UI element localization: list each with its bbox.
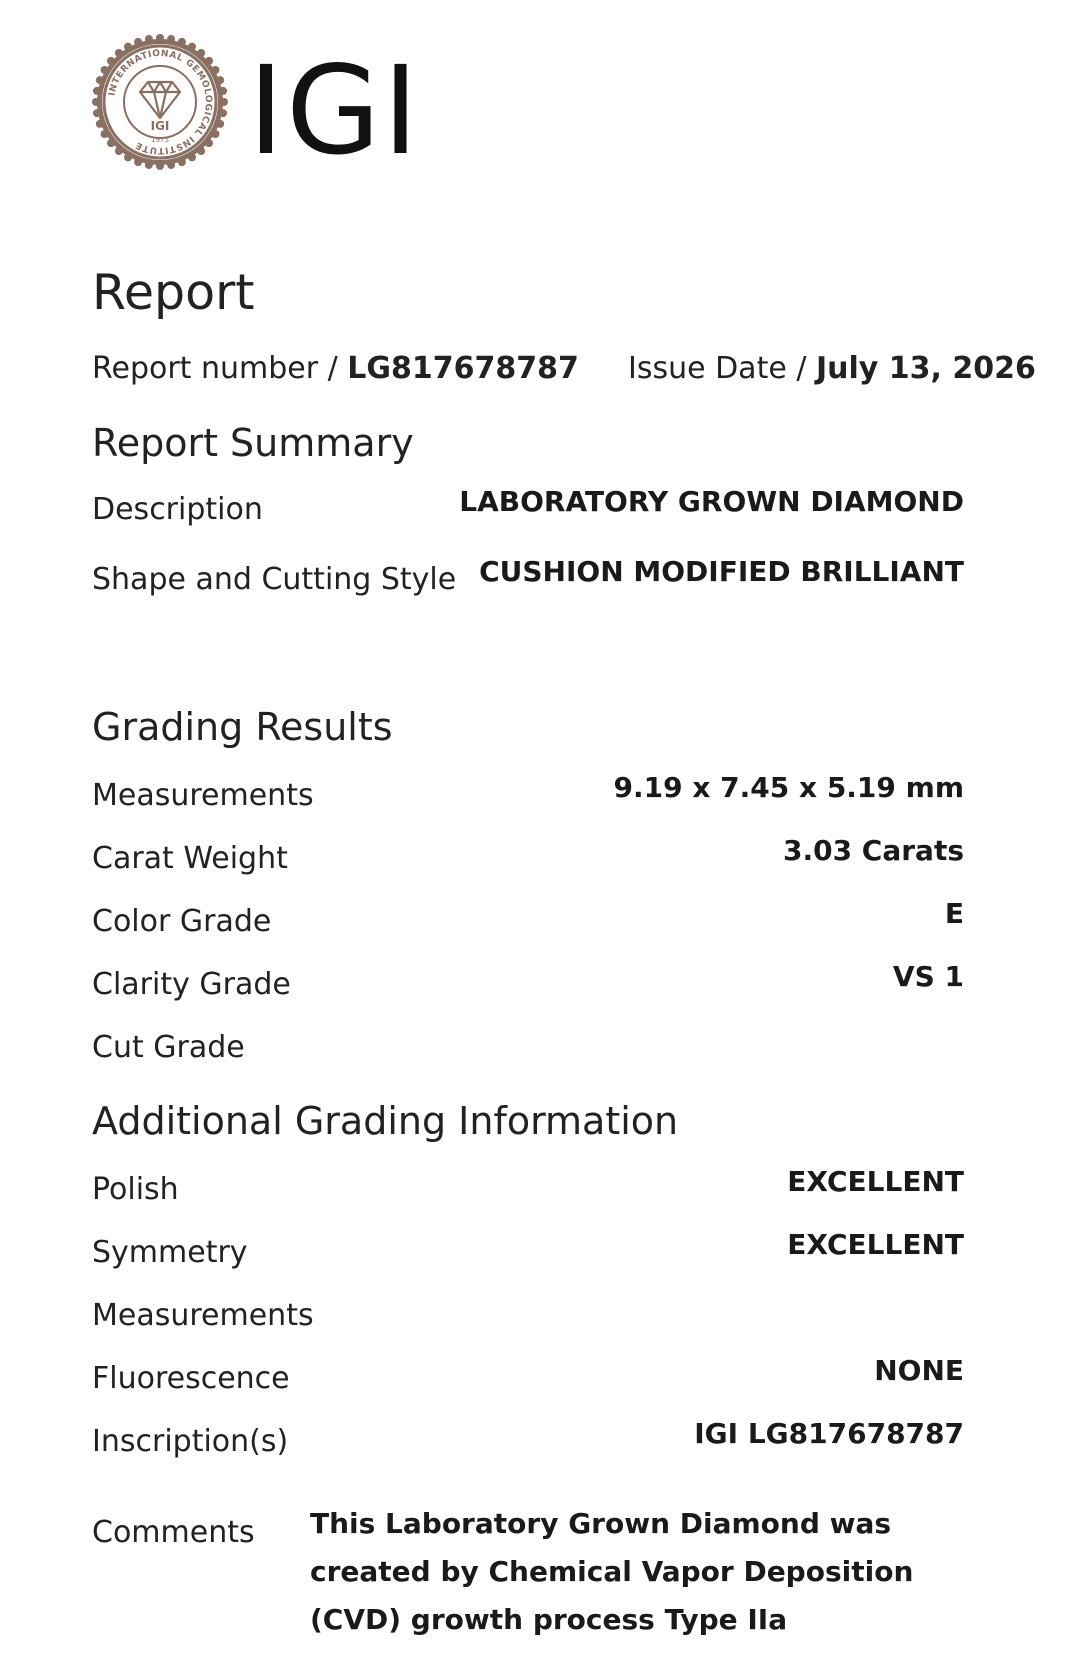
issue-date-label: Issue Date / xyxy=(627,351,807,386)
additional-row-polish xyxy=(92,1165,964,1210)
row-label: Measurements xyxy=(92,1298,314,1333)
row-label: Inscription(s) xyxy=(92,1424,289,1459)
grading-row-clarity xyxy=(92,960,964,1005)
row-label: Shape and Cutting Style xyxy=(92,562,457,597)
row-label: Symmetry xyxy=(92,1235,248,1270)
additional-row-fluorescence xyxy=(92,1354,964,1399)
igi-wordmark: IGI xyxy=(248,40,421,182)
report-number-value: LG817678787 xyxy=(347,351,579,386)
grading-row-measurements xyxy=(92,771,964,816)
svg-text:1975: 1975 xyxy=(151,136,169,144)
additional-row-inscriptions xyxy=(92,1417,964,1462)
row-value: 3.03 Carats xyxy=(782,834,964,867)
row-label: Cut Grade xyxy=(92,1030,245,1065)
row-value: 9.19 x 7.45 x 5.19 mm xyxy=(613,771,964,804)
row-label: Measurements xyxy=(92,778,314,813)
issue-date-value: July 13, 2026 xyxy=(815,351,1036,386)
svg-text:INTERNATIONAL GEMOLOGICAL INST: INTERNATIONAL GEMOLOGICAL INSTITUTE xyxy=(107,48,214,156)
page-title: Report xyxy=(92,264,255,321)
grading-results-heading: Grading Results xyxy=(92,705,393,749)
igi-seal-icon xyxy=(92,34,228,170)
row-value: EXCELLENT xyxy=(787,1165,964,1198)
row-value: CUSHION MODIFIED BRILLIANT xyxy=(479,555,964,588)
grading-row-carat xyxy=(92,834,964,879)
summary-row-description xyxy=(92,485,964,530)
row-value: IGI LG817678787 xyxy=(694,1417,964,1450)
row-label: Polish xyxy=(92,1172,179,1207)
additional-row-symmetry xyxy=(92,1228,964,1273)
row-label: Description xyxy=(92,492,263,527)
row-value: E xyxy=(944,897,964,930)
report-number-label: Report number / xyxy=(92,351,338,386)
row-value: VS 1 xyxy=(892,960,964,993)
row-label: Fluorescence xyxy=(92,1361,290,1396)
row-label: Carat Weight xyxy=(92,841,288,876)
grading-row-color xyxy=(92,897,964,942)
svg-text:IGI: IGI xyxy=(150,119,170,133)
report-summary-heading: Report Summary xyxy=(92,421,414,465)
row-label: Clarity Grade xyxy=(92,967,291,1002)
comments-label: Comments xyxy=(92,1515,255,1550)
additional-grading-heading: Additional Grading Information xyxy=(92,1099,679,1143)
row-label: Color Grade xyxy=(92,904,272,939)
additional-row-measurements xyxy=(92,1296,964,1336)
row-value: EXCELLENT xyxy=(787,1228,964,1261)
comments-value: This Laboratory Grown Diamond was created by Chemical Vapor Deposition (CVD) growth process Type IIa xyxy=(310,1507,914,1636)
grading-row-cut xyxy=(92,1028,964,1068)
row-value: NONE xyxy=(874,1354,964,1387)
report-meta xyxy=(92,351,1036,386)
summary-row-shape xyxy=(92,555,964,600)
row-value: LABORATORY GROWN DIAMOND xyxy=(459,485,964,518)
